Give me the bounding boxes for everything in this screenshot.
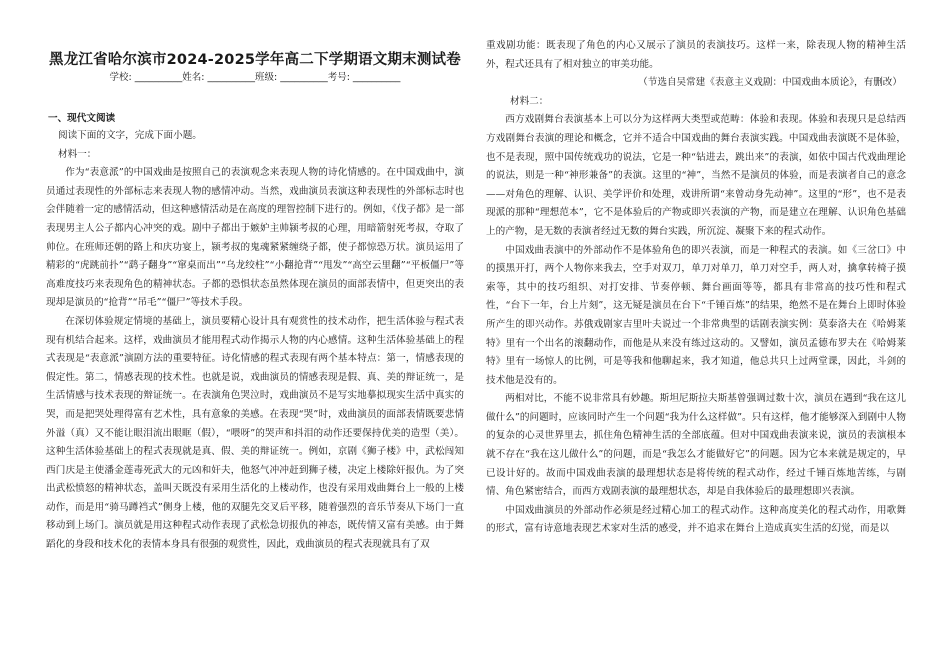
paragraph: 中国戏曲表演中的外部动作不是体验角色的即兴表演，而是一种程式的表演。如《三岔口》中的摸黑开打，两个人物你来我去，空手对双刀，单刀对单刀，单刀对空手，两人对，擒拿转椅子摸索等，其中的技巧组织、对打安排、节奏停顿、舞台画面等等，都具有非常高的技巧性和程式性，“台下一年，台上片刻”，这无疑是演员在台下“千锤百炼”的结果，绝然不是在舞台上即时体验所产生的即兴动作。苏俄戏剧家吉里叶夫说过一个非常典型的话剧表演实例：莫泰洛夫在《哈姆莱特》里有一个出名的滚翻动作，而他是从来没有练过这动的。又譬如，演员孟德布罗夫在《哈姆莱特》里有一场惊人的比例，可是等我和他聊起来，我才知道，他总共只上过两堂课，因此，斗剑的技术他是没有的。 [486,244,906,386]
left-column [46,0,464,671]
instruction: 阅读下面的文字，完成下面小题。 [58,130,202,141]
paragraph: 西方戏剧舞台表演基本上可以分为这样两大类型或范畴：体验和表现。体验和表现只是总结西方戏剧舞台表演的理论和概念，它并不适合中国戏曲的舞台表演实践。中国戏曲表演既不是体验，也不是表现，照中国传统戏功的说法，它是一种“钻进去，跳出来”的表演，如依中国古代戏曲理论的说法，则是一种“神形兼备”的表演。这里的“神”，当然不是演员的体验，而是表演者自己的意念——对角色的理解、认识、美学评价和处理，戏讲所谓“来曾动身先动神”。这里的“形”，也不是表现派的那种“理想范本”，它不是体验后的产物或即兴表演的产物，而是建立在理解、认识角色基础上的产物，是无数的表演者经过无数的舞台实践，所沉淀、凝聚下来的程式动作。 [486,114,906,237]
paragraph: 中国戏曲演员的外部动作必须是经过精心加工的程式动作。这种高度美化的程式动作，用歌舞的形式，富有诗意地表现艺术家对生活的感受，并不追求在舞台上造成真实生活的幻觉，而是以 [486,504,906,535]
paragraph: 在深切体验规定情境的基础上，演员要精心设计具有观赏性的技术动作，把生活体验与程式表现有机结合起来。这样，戏曲演员才能用程式动作揭示人物的内心感情。这种生活体验基础上的程式表现是“表意派”演剧方法的重要特征。诗化情感的程式表现有两个基本特点：第一，情感表现的假定性。第二，情感表现的技术性。也就是说，戏曲演员的情感表现是假、真、美的辩证统一，是生活情感与技术表现的辩证统一。在表演角色哭泣时，戏曲演员不是写实地摹拟现实生活中真实的哭，而是把哭处理得富有艺术性，具有意象的美感。在表现“哭”时，戏曲演员的面部表情既要悲情外溢（真）又不能让眼泪流出眼眶（假），“喂呀”的哭声和抖泪的动作还要保持优美的造型（美）。这种生活体验基础上的程式表现就是真、假、美的辩证统一。例如，京剧《狮子楼》中，武松闯知西门庆是主使潘金莲毒死武大的元凶和奸夫，他怒气冲冲赶到狮子楼，决定上楼除奸报仇。为了突出武松愤怒的精神状态，盖叫天既没有采用生活化的上楼动作，也没有采用戏曲舞台上一般的上楼动作，而是用“骑马蹲裆式”侧身上楼，他的双腿先交叉后平移，随着强烈的音乐节奏从下场门一直移动到上场门。演员就是用这种程式动作表现了武松急切报仇的神态，既传情又富有美感。由于舞蹈化的身段和技术化的表情本身具有很强的观赏性，因此，戏曲演员的程式表现就具有了双 [46,315,464,551]
paragraph: 两相对比，不能不说非常具有妙趣。斯坦尼斯拉夫斯基曾强调过数十次，演员在遇到“我在这儿做什么”的问题时，应该同时产生一个问题“我为什么这样做”。只有这样，他才能够深入到剧中人物的复杂的心灵世界里去，抓住角色精神生活的全部底蕴。但对中国戏曲表演来说，演员的表演根本就不存在“我在这儿做什么”的问题，而是“我怎么才能做好它”的问题。因为它本来就是规定的，早已设计好的。故而中国戏曲表演的最理想状态是将传统的程式动作，经过千锤百炼地苦练，与剧情、角色紧密结合，而西方戏剧表演的最理想状态，却是自我体验后的最理想即兴表演。 [486,393,906,498]
source-citation: （节选自吴常建《表意主义戏剧：中国戏曲本质论》，有删改） [638,77,902,89]
paragraph-continuation: 重戏剧功能：既表现了角色的内心又展示了演员的表演技巧。这样一来，除表现人物的精神生活外，程式还具有了相对独立的审美功能。 [486,40,906,70]
right-column [486,0,906,671]
student-info-line: 学校: __________姓名: __________班级: __________考号: __________ [109,72,401,83]
paragraph: 作为“表意派”的中国戏曲是按照自己的表演观念来表现人物的诗化情感的。在中国戏曲中，演员通过表现性的外部标志来表现人物的感情冲动。当然，戏曲演员表演这种表现性的外部标志时也会伴随着一定的感情活动，但这种感情活动是在高度的理智控制下进行的。例如，《伐子都》是一部表现男主人公子都内心冲突的戏。剧中子都出于嫉妒主帅颍考叔的心理，用暗箭射死考叔，夺取了帅位。在班师还朝的路上和庆功宴上，颍考叔的鬼魂紧紧缠绕子都，使子都惊恐万状。演员运用了精彩的“虎跳前扑”“鹞子翻身”“窜桌而出”“乌龙绞柱”“小翻抢背”“甩发”“高空云里翻”“平板僵尸”等高难度技巧来表现角色的精神状态。子都的恐惧状态虽然体现在演员的面部表情中，但更突出的表现却是演员的“抢背”“吊毛”“僵尸”等技术手段。 [46,167,464,309]
material-label: 材料一： [58,148,97,160]
material-label: 材料二： [510,95,549,107]
exam-title: 黑龙江省哈尔滨市2024-2025学年高二下学期语文期末测试卷 [49,52,461,68]
section-title: 一、现代文阅读 [48,113,116,124]
